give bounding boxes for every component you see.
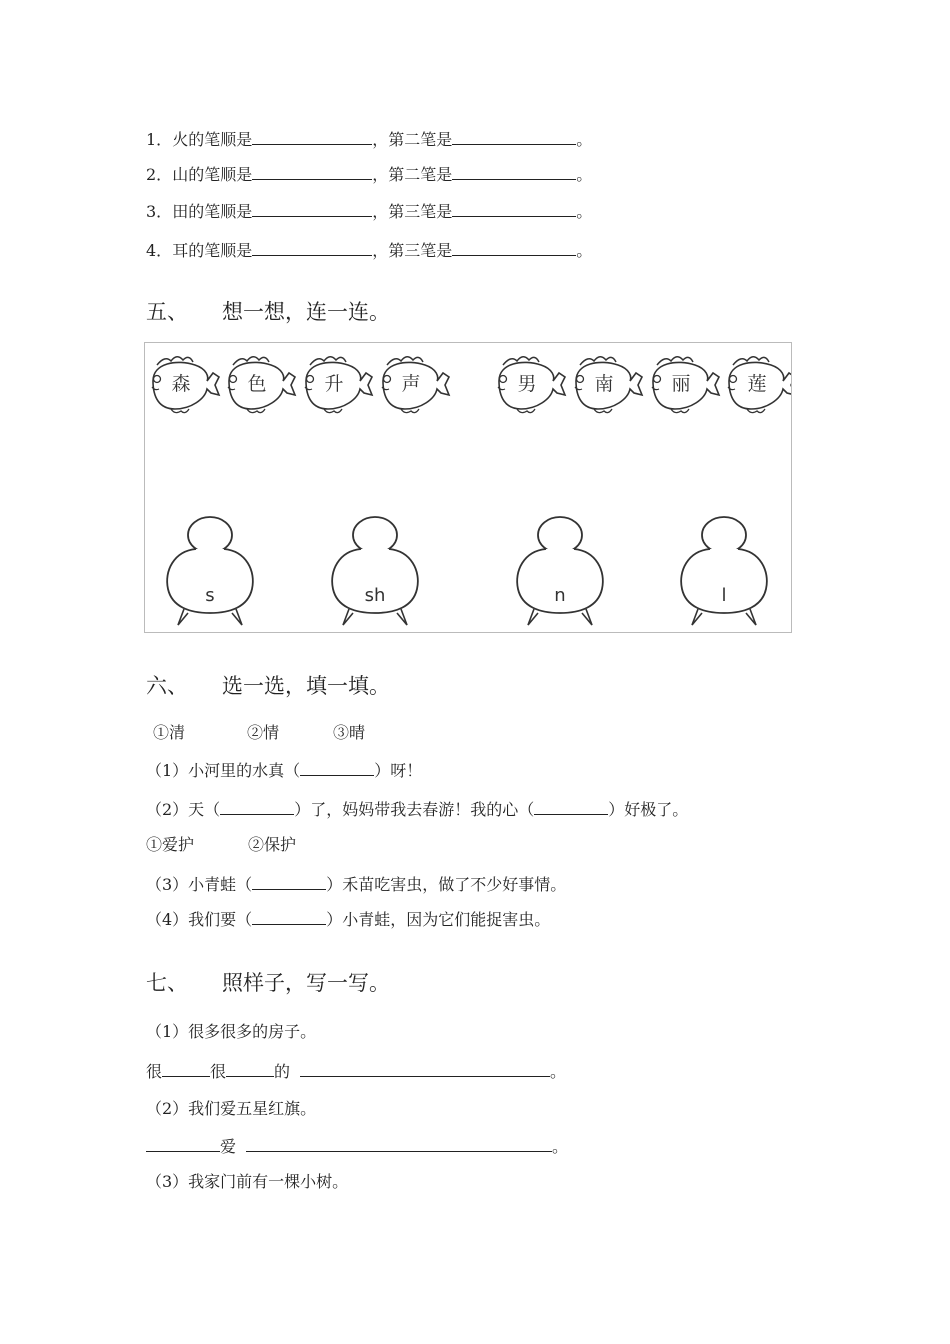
pot-label-1: s (205, 585, 215, 606)
example-3: （3）我家门前有一棵小树。 (146, 1172, 349, 1191)
fill-row-1 (146, 1059, 566, 1082)
stroke-item-4 (146, 238, 592, 261)
question-text: ）小青蛙，因为它们能捉害虫。 (326, 910, 551, 929)
period: 。 (552, 1137, 569, 1156)
question-text: （3）小青蛙（ (146, 875, 253, 894)
fish-label-4: 声 (401, 373, 421, 395)
question-text: ）禾苗吃害虫，做了不少好事情。 (326, 875, 567, 894)
question-text: ）呀！ (374, 761, 423, 780)
fill-text: 很 (210, 1062, 227, 1081)
pot-labels (205, 585, 726, 606)
answer-blank[interactable] (300, 759, 374, 776)
fish-label-7: 丽 (671, 373, 691, 395)
fill-text: 很 (146, 1062, 163, 1081)
fill-text: 爱 (220, 1137, 237, 1156)
separator: ， (372, 241, 389, 260)
stroke-label: 第三笔是 (388, 202, 453, 221)
question-1 (146, 758, 422, 781)
section-number: 六、 (146, 674, 188, 698)
answer-blank[interactable] (246, 1135, 552, 1152)
option-1: ①爱护 (146, 835, 195, 854)
pot-3[interactable] (517, 517, 603, 625)
answer-blank[interactable] (252, 163, 372, 180)
fish-label-8: 莲 (747, 373, 767, 395)
item-number: 4． (146, 241, 173, 260)
section-number: 五、 (146, 300, 188, 324)
pot-label-2: sh (364, 585, 386, 606)
answer-blank[interactable] (252, 128, 372, 145)
pot-2[interactable] (332, 517, 418, 625)
answer-blank[interactable] (300, 1060, 550, 1077)
period: 。 (576, 165, 593, 184)
fish-label-2: 色 (247, 373, 267, 395)
question-text: （1）小河里的水真（ (146, 761, 301, 780)
question-text: （4）我们要（ (146, 910, 253, 929)
fill-row-2 (146, 1134, 568, 1157)
item-text: 田的笔顺是 (172, 202, 253, 221)
answer-blank[interactable] (162, 1060, 210, 1077)
pot-label-4: l (721, 585, 727, 606)
period: 。 (576, 130, 593, 149)
separator: ， (372, 130, 389, 149)
option-1: ①清 (153, 723, 186, 742)
item-text: 耳的笔顺是 (172, 241, 253, 260)
fill-text: 的 (274, 1062, 291, 1081)
period: 。 (550, 1062, 567, 1081)
fish-label-6: 南 (594, 373, 614, 395)
answer-blank[interactable] (226, 1060, 274, 1077)
pot-group (167, 517, 767, 625)
question-2 (146, 797, 688, 820)
item-text: 火的笔顺是 (172, 130, 253, 149)
stroke-item-3 (146, 199, 592, 222)
fish-label-5: 男 (517, 373, 537, 395)
fish-labels (171, 373, 766, 395)
answer-blank[interactable] (252, 239, 372, 256)
item-number: 1． (146, 130, 173, 149)
period: 。 (576, 241, 593, 260)
answer-blank[interactable] (252, 200, 372, 217)
question-text: ）好极了。 (608, 800, 689, 819)
matching-exercise-box (144, 342, 792, 633)
section-6-heading (146, 670, 390, 700)
option-3: ③晴 (333, 723, 366, 742)
options-row-2 (146, 832, 296, 855)
example-1: （1）很多很多的房子。 (146, 1022, 317, 1041)
section-7-heading (146, 967, 390, 997)
options-row-1 (153, 720, 365, 743)
section-5-heading (146, 296, 390, 326)
answer-blank[interactable] (252, 873, 326, 890)
section-title: 照样子，写一写。 (222, 971, 390, 995)
question-3 (146, 872, 566, 895)
section-title: 想一想，连一连。 (222, 300, 390, 324)
period: 。 (576, 202, 593, 221)
question-4 (146, 907, 550, 930)
matching-illustration (145, 343, 791, 632)
answer-blank[interactable] (252, 908, 326, 925)
question-text: （2）天（ (146, 800, 221, 819)
pot-label-3: n (554, 585, 566, 606)
option-2: ②情 (247, 723, 280, 742)
pot-4[interactable] (681, 517, 767, 625)
stroke-item-1 (146, 127, 592, 150)
stroke-label: 第三笔是 (388, 241, 453, 260)
answer-blank[interactable] (452, 200, 576, 217)
stroke-item-2 (146, 162, 592, 185)
item-number: 3． (146, 202, 173, 221)
stroke-label: 第二笔是 (388, 130, 453, 149)
answer-blank[interactable] (452, 163, 576, 180)
answer-blank[interactable] (452, 239, 576, 256)
section-number: 七、 (146, 971, 188, 995)
option-2: ②保护 (248, 835, 297, 854)
stroke-label: 第二笔是 (388, 165, 453, 184)
item-text: 山的笔顺是 (172, 165, 253, 184)
pot-1[interactable] (167, 517, 253, 625)
answer-blank[interactable] (146, 1135, 220, 1152)
answer-blank[interactable] (534, 798, 608, 815)
answer-blank[interactable] (452, 128, 576, 145)
item-number: 2． (146, 165, 173, 184)
answer-blank[interactable] (220, 798, 294, 815)
question-text: ）了，妈妈带我去春游！我的心（ (294, 800, 535, 819)
fish-label-3: 升 (324, 373, 344, 395)
example-2: （2）我们爱五星红旗。 (146, 1099, 317, 1118)
section-title: 选一选，填一填。 (222, 674, 390, 698)
separator: ， (372, 165, 389, 184)
separator: ， (372, 202, 389, 221)
fish-label-1: 森 (171, 373, 191, 395)
